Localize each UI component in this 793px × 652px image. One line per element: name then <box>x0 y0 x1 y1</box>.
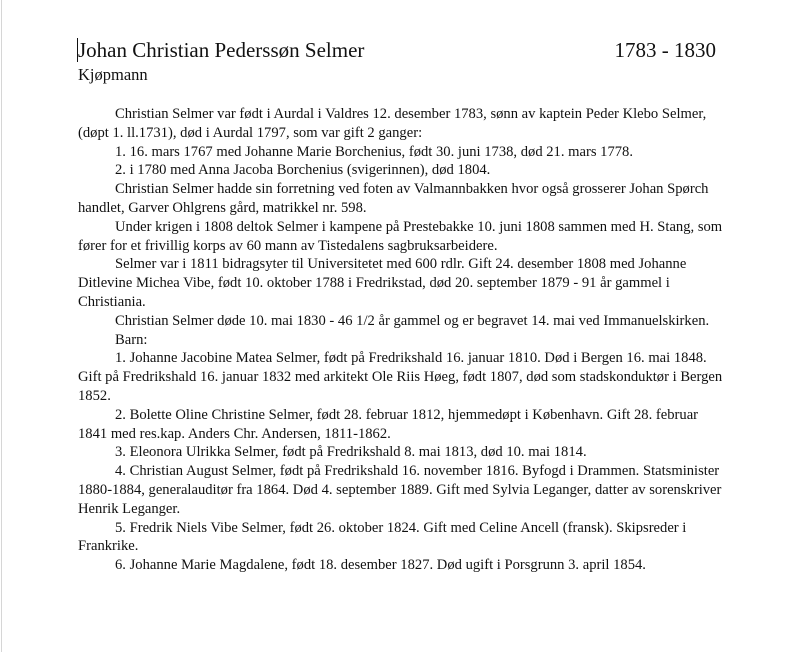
paragraph-child-6[interactable]: 6. Johanne Marie Magdalene, født 18. desember 1827. Død ugift i Porsgrunn 3. april 1854. <box>115 557 646 574</box>
paragraph-children-heading[interactable]: Barn: <box>115 331 148 348</box>
paragraph-birth[interactable]: Christian Selmer var født i Aurdal i Valdres 12. desember 1783, sønn av kaptein Peder Klebo Selmer, (døpt 1. ll.1731), død i Aurdal 1797, som var gift 2 ganger: <box>78 106 707 141</box>
paragraph-business[interactable]: Christian Selmer hadde sin forretning ved foten av Valmannbakken hvor også grosserer Johan Spørch handlet, Garver Ohlgrens gård, matrikkel nr. 598. <box>78 181 709 216</box>
title-row <box>78 35 716 65</box>
page-left-edge <box>1 0 2 652</box>
paragraph-university[interactable]: Selmer var i 1811 bidragsyter til Universitetet med 600 rdlr. Gift 24. desember 1808 med Johanne Ditlevine Michea Vibe, født 10. oktober 1788 i Fredrikstad, død 20. september 1879 - 91 år gammel i Christiania. <box>78 256 687 310</box>
occupation-subtitle[interactable]: Kjøpmann <box>78 65 148 84</box>
paragraph-child-3[interactable]: 3. Eleonora Ulrikka Selmer, født på Fredrikshald 8. mai 1813, død 10. mai 1814. <box>115 444 587 461</box>
paragraph-child-1[interactable]: 1. Johanne Jacobine Matea Selmer, født på Fredrikshald 16. januar 1810. Død i Bergen 16. mai 1848. Gift på Fredrikshald 16. januar 1832 med arkitekt Ole Riis Høeg, født 1807, død som stadskonduktør i Bergen 1852. <box>78 350 723 404</box>
paragraph-marriage-2[interactable]: 2. i 1780 med Anna Jacoba Borchenius (svigerinnen), død 1804. <box>115 162 491 179</box>
document-title[interactable]: Johan Christian Pederssøn Selmer <box>78 38 365 62</box>
paragraph-death[interactable]: Christian Selmer døde 10. mai 1830 - 46 1/2 år gammel og er begravet 14. mai ved Immanuelskirken. <box>115 312 710 329</box>
paragraph-war[interactable]: Under krigen i 1808 deltok Selmer i kampene på Prestebakke 10. juni 1808 sammen med H. Stang, som fører for et frivillig korps av 60 mann av Tistedalens sagbruksarbeidere. <box>78 218 723 254</box>
paragraph-child-2[interactable]: 2. Bolette Oline Christine Selmer, født 28. februar 1812, hjemmedøpt i København. Gift 28. februar 1841 med res.kap. Anders Chr. Andersen, 1811-1862. <box>78 406 699 442</box>
life-years[interactable]: 1783 - 1830 <box>614 38 716 62</box>
paragraph-child-4[interactable]: 4. Christian August Selmer, født på Fredrikshald 16. november 1816. Byfogd i Drammen. Statsminister 1880-1884, generalauditør fra 1864. Død 4. september 1889. Gift med Sylvia Leganger, datter av sorenskriver Henrik Leganger. <box>78 463 722 517</box>
paragraph-marriage-1[interactable]: 1. 16. mars 1767 med Johanne Marie Borchenius, født 30. juni 1738, død 21. mars 1778. <box>115 143 634 160</box>
paragraph-child-5[interactable]: 5. Fredrik Niels Vibe Selmer, født 26. oktober 1824. Gift med Celine Ancell (fransk). Skipsreder i Frankrike. <box>78 519 687 555</box>
document-body[interactable] <box>78 105 724 575</box>
